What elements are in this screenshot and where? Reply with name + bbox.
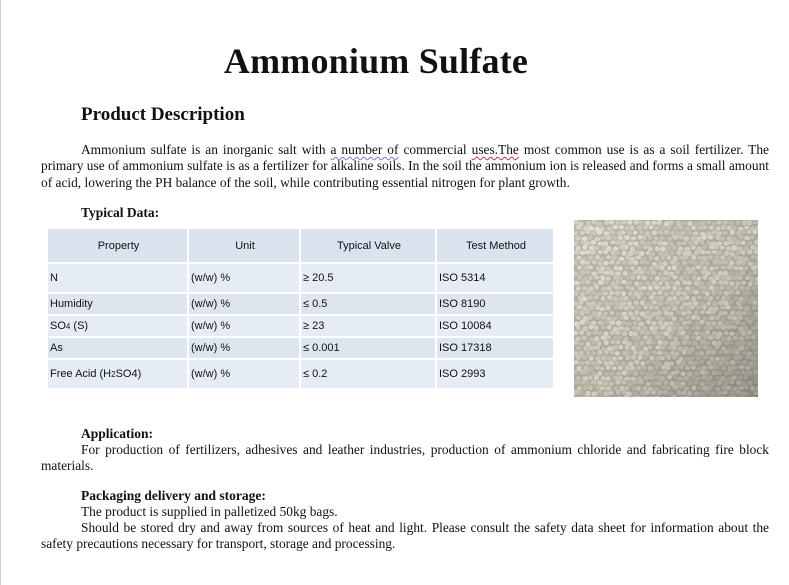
- cell-unit: (w/w) %: [188, 359, 300, 389]
- cell-value: ≤ 0.2: [300, 359, 436, 389]
- packaging-heading: Packaging delivery and storage:: [81, 488, 266, 503]
- description-text-start: Ammonium sulfate is an inorganic salt with: [81, 142, 331, 157]
- document-title: Ammonium Sulfate: [223, 41, 529, 81]
- property-text: SO: [50, 320, 66, 332]
- cell-method: ISO 8190: [436, 293, 554, 315]
- packaging-text-2: Should be stored dry and away from sources of heat and light. Please consult the safety data sheet for information about the safety precautions necessary for transport, storage and processing.: [41, 520, 769, 552]
- product-description-heading: Product Description: [81, 104, 245, 125]
- description-text-end: most common use is as a soil fertilizer. The primary use of ammonium sulfate is as a fertilizer for alkaline soils. In the soil the ammonium ion is released and forms a small amount of acid, lowering the PH balance of the soil, while contributing essential nitrogen for plant growth.: [41, 142, 769, 190]
- typical-data-heading: Typical Data:: [81, 205, 160, 220]
- column-header-unit: Unit: [188, 228, 300, 263]
- cell-unit: (w/w) %: [188, 293, 300, 315]
- table-row: [47, 293, 554, 315]
- cell-value: ≤ 0.5: [300, 293, 436, 315]
- packaging-line-2: [41, 520, 769, 553]
- cell-value: ≥ 20.5: [300, 263, 436, 293]
- table-row: [47, 263, 554, 293]
- application-text: For production of fertilizers, adhesives and leather industries, production of ammonium chloride and fabricating fire block materials.: [41, 442, 769, 474]
- table-row: [47, 337, 554, 359]
- cell-unit: (w/w) %: [188, 337, 300, 359]
- table-row: [47, 315, 554, 337]
- column-header-test-method: Test Method: [436, 228, 554, 263]
- property-subscript: 2: [111, 370, 116, 379]
- cell-property: [47, 359, 188, 389]
- description-text-mid: commercial: [398, 142, 472, 157]
- grammar-flag-a-number-of: a number of: [330, 142, 399, 157]
- spelling-flag-uses-the: uses.The: [471, 142, 519, 157]
- column-header-typical-value: Typical Valve: [300, 228, 436, 263]
- cell-property: As: [47, 337, 188, 359]
- table-row: [47, 359, 554, 389]
- cell-method: ISO 17318: [436, 337, 554, 359]
- granules-image: [574, 220, 758, 397]
- packaging-text-1: The product is supplied in palletized 50kg bags.: [81, 504, 338, 519]
- application-heading: Application:: [81, 426, 154, 441]
- application-paragraph: [41, 442, 769, 475]
- ammonium-sulfate-granules-photo: [574, 220, 758, 397]
- cell-property: [47, 315, 188, 337]
- typical-data-table: [46, 227, 555, 390]
- product-description-paragraph: [41, 142, 769, 191]
- property-subscript: 4: [65, 322, 71, 331]
- column-header-property: Property: [47, 228, 188, 263]
- cell-value: ≥ 23: [300, 315, 436, 337]
- page-left-edge: [0, 0, 1, 585]
- cell-method: ISO 2993: [436, 359, 554, 389]
- packaging-line-1: [41, 504, 769, 520]
- cell-method: ISO 10084: [436, 315, 554, 337]
- cell-unit: (w/w) %: [188, 263, 300, 293]
- cell-value: ≤ 0.001: [300, 337, 436, 359]
- cell-property: Humidity: [47, 293, 188, 315]
- cell-property: N: [47, 263, 188, 293]
- property-text: Free Acid (H: [50, 368, 112, 380]
- cell-method: ISO 5314: [436, 263, 554, 293]
- property-tail: (S): [70, 320, 89, 332]
- cell-unit: (w/w) %: [188, 315, 300, 337]
- property-tail: SO4): [115, 368, 142, 380]
- table-header-row: [47, 228, 554, 263]
